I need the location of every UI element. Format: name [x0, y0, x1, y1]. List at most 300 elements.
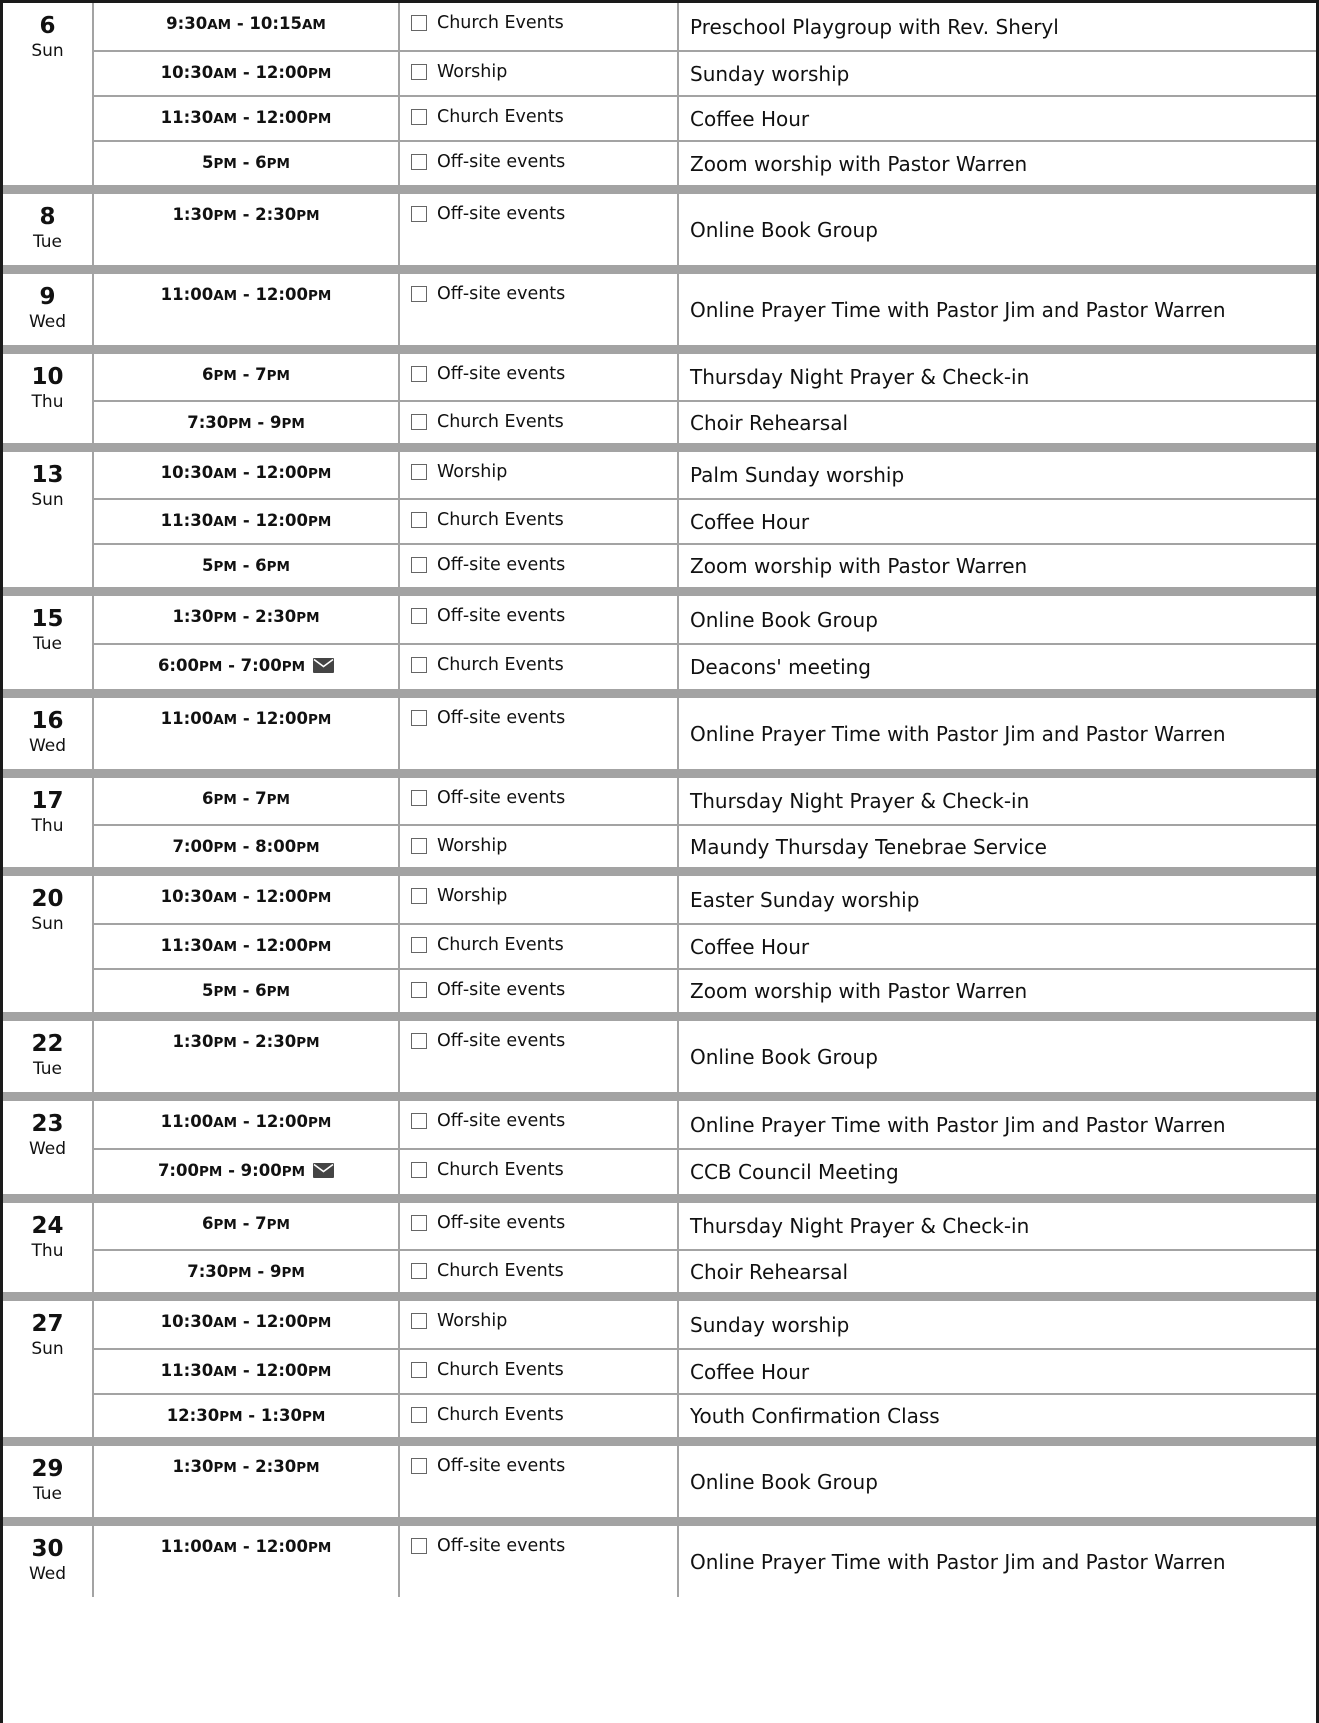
start-time: 1:30 — [172, 1032, 214, 1051]
day-group — [3, 1101, 1316, 1203]
start-period: PM — [213, 1035, 237, 1051]
time-separator: - — [237, 285, 256, 304]
end-time: 6 — [255, 153, 267, 172]
category-checkbox[interactable] — [411, 1538, 427, 1554]
day-of-week: Wed — [28, 312, 67, 332]
event-title[interactable]: CCB Council Meeting — [690, 1160, 899, 1184]
time-separator: - — [251, 413, 270, 432]
category-label: Church Events — [437, 1360, 564, 1380]
end-time: 10:15 — [249, 14, 302, 33]
event-time — [94, 698, 400, 769]
day-group — [3, 1301, 1316, 1446]
end-time: 8:00 — [255, 837, 297, 856]
end-period: PM — [307, 1115, 332, 1131]
event-category — [400, 1021, 679, 1092]
start-period: AM — [213, 939, 238, 955]
event-category — [400, 402, 679, 443]
date-cell — [3, 596, 94, 689]
day-group — [3, 1526, 1316, 1597]
events-list — [94, 596, 1316, 689]
event-title[interactable]: Palm Sunday worship — [690, 463, 905, 487]
event-title[interactable]: Online Prayer Time with Pastor Jim and Pastor Warren — [690, 297, 1226, 322]
date-cell — [3, 1203, 94, 1292]
category-checkbox[interactable] — [411, 608, 427, 624]
start-period: PM — [198, 1164, 223, 1180]
start-period: PM — [213, 156, 237, 172]
end-time: 7 — [255, 789, 267, 808]
date-number: 16 — [31, 708, 64, 734]
date-cell — [3, 1301, 94, 1437]
start-period: AM — [207, 17, 232, 33]
time-separator: - — [251, 1262, 270, 1281]
start-time: 10:30 — [160, 463, 214, 482]
category-label: Worship — [437, 1311, 508, 1331]
start-time: 10:30 — [160, 887, 214, 906]
event-title[interactable]: Maundy Thursday Tenebrae Service — [690, 834, 1047, 859]
day-group — [3, 876, 1316, 1021]
end-period: PM — [307, 712, 332, 728]
start-period: AM — [213, 1115, 238, 1131]
category-label: Off-site events — [437, 204, 566, 224]
event-category — [400, 698, 679, 769]
time-separator: - — [222, 656, 241, 675]
category-checkbox[interactable] — [411, 414, 427, 430]
category-checkbox[interactable] — [411, 1113, 427, 1129]
end-time: 1:30 — [260, 1406, 302, 1425]
time-separator: - — [236, 365, 256, 384]
time-separator: - — [236, 981, 256, 1000]
date-cell — [3, 778, 94, 867]
event-title[interactable]: Sunday worship — [690, 1312, 850, 1337]
category-checkbox[interactable] — [411, 1313, 427, 1329]
event-title[interactable]: Thursday Night Prayer & Check-in — [690, 1214, 1030, 1238]
events-list — [94, 1021, 1316, 1092]
event-title[interactable]: Online Prayer Time with Pastor Jim and Pastor Warren — [690, 1549, 1226, 1574]
date-number: 30 — [31, 1536, 64, 1562]
category-label: Worship — [437, 836, 508, 856]
event-title[interactable]: Online Book Group — [690, 1044, 878, 1069]
category-checkbox[interactable] — [411, 206, 427, 222]
start-period: PM — [213, 559, 237, 575]
category-label: Worship — [437, 462, 508, 482]
day-group — [3, 452, 1316, 596]
date-cell — [3, 1101, 94, 1194]
day-group — [3, 698, 1316, 778]
start-time: 11:30 — [160, 1361, 214, 1380]
time-separator: - — [236, 1457, 256, 1476]
category-checkbox[interactable] — [411, 64, 427, 80]
category-label: Off-site events — [437, 1031, 566, 1051]
end-time: 2:30 — [255, 1032, 297, 1051]
event-time — [94, 452, 400, 498]
start-period: PM — [213, 368, 237, 384]
time-separator: - — [237, 709, 256, 728]
end-time: 9 — [269, 413, 282, 432]
end-time: 12:00 — [255, 285, 308, 304]
start-period: PM — [213, 792, 237, 808]
event-title[interactable]: Youth Confirmation Class — [690, 1404, 940, 1428]
event-title[interactable]: Coffee Hour — [690, 509, 810, 534]
category-label: Church Events — [437, 655, 564, 675]
day-of-week: Thu — [31, 816, 64, 836]
time-separator: - — [237, 887, 256, 906]
events-list — [94, 1446, 1316, 1517]
date-number: 17 — [31, 788, 64, 814]
time-separator: - — [236, 556, 256, 575]
start-time: 11:30 — [160, 108, 214, 127]
category-checkbox[interactable] — [411, 838, 427, 854]
event-row — [94, 923, 1316, 968]
event-category — [400, 545, 679, 587]
date-cell — [3, 194, 94, 265]
end-time: 12:00 — [255, 463, 308, 482]
time-separator: - — [236, 1214, 256, 1233]
category-checkbox[interactable] — [411, 15, 427, 31]
event-row — [94, 596, 1316, 643]
event-category — [400, 925, 679, 968]
end-period: PM — [307, 890, 332, 906]
event-time — [94, 826, 400, 867]
event-title[interactable]: Deacons' meeting — [690, 655, 872, 679]
event-row — [94, 778, 1316, 824]
events-list — [94, 274, 1316, 345]
event-row — [94, 1021, 1316, 1092]
end-time: 12:00 — [255, 1537, 308, 1556]
category-checkbox[interactable] — [411, 710, 427, 726]
end-period: PM — [266, 1217, 290, 1233]
start-time: 11:30 — [160, 511, 214, 530]
category-checkbox[interactable] — [411, 937, 427, 953]
event-row — [94, 876, 1316, 923]
start-time: 12:30 — [166, 1406, 220, 1425]
event-category — [400, 1526, 679, 1597]
start-period: AM — [213, 111, 238, 127]
start-time: 7:00 — [157, 1161, 199, 1180]
event-row — [94, 498, 1316, 543]
category-checkbox[interactable] — [411, 790, 427, 806]
event-row — [94, 824, 1316, 867]
event-time — [94, 142, 400, 185]
date-number: 8 — [39, 204, 56, 230]
start-period: PM — [213, 1460, 237, 1476]
category-label: Off-site events — [437, 364, 566, 384]
category-label: Off-site events — [437, 1213, 566, 1233]
end-period: PM — [281, 416, 305, 432]
category-checkbox[interactable] — [411, 366, 427, 382]
event-category — [400, 500, 679, 543]
time-separator: - — [237, 511, 256, 530]
start-period: AM — [213, 514, 238, 530]
event-title[interactable]: Thursday Night Prayer & Check-in — [690, 365, 1030, 389]
category-checkbox[interactable] — [411, 1362, 427, 1378]
start-time: 11:00 — [160, 709, 214, 728]
category-checkbox[interactable] — [411, 557, 427, 573]
end-period: PM — [296, 1035, 320, 1051]
events-list — [94, 1203, 1316, 1292]
event-title[interactable]: Choir Rehearsal — [690, 1259, 849, 1284]
event-category — [400, 1446, 679, 1517]
event-title[interactable]: Zoom worship with Pastor Warren — [690, 151, 1028, 176]
event-time — [94, 1446, 400, 1517]
end-period: PM — [307, 66, 332, 82]
end-period: AM — [301, 17, 326, 33]
category-label: Off-site events — [437, 606, 566, 626]
start-period: PM — [213, 984, 237, 1000]
event-title[interactable]: Coffee Hour — [690, 106, 810, 131]
end-time: 12:00 — [255, 936, 308, 955]
event-row — [94, 1526, 1316, 1597]
time-separator: - — [237, 1361, 256, 1380]
category-checkbox[interactable] — [411, 1162, 427, 1178]
start-time: 5 — [202, 981, 214, 1000]
category-checkbox[interactable] — [411, 982, 427, 998]
category-label: Off-site events — [437, 708, 566, 728]
end-time: 7:00 — [240, 656, 282, 675]
event-title[interactable]: Thursday Night Prayer & Check-in — [690, 789, 1030, 813]
end-period: PM — [307, 1315, 332, 1331]
end-time: 12:00 — [255, 709, 308, 728]
event-row — [94, 643, 1316, 689]
event-title[interactable]: Coffee Hour — [690, 1359, 810, 1384]
date-cell — [3, 876, 94, 1012]
event-time — [94, 97, 400, 140]
category-checkbox[interactable] — [411, 109, 427, 125]
date-cell — [3, 698, 94, 769]
day-group — [3, 0, 1316, 194]
start-period: PM — [213, 840, 237, 856]
end-period: PM — [296, 1460, 320, 1476]
event-time — [94, 52, 400, 95]
event-category — [400, 1150, 679, 1194]
event-row — [94, 50, 1316, 95]
start-time: 7:30 — [187, 413, 229, 432]
category-label: Off-site events — [437, 1111, 566, 1131]
event-time — [94, 1203, 400, 1249]
end-period: PM — [266, 559, 290, 575]
event-row — [94, 1348, 1316, 1393]
event-time — [94, 778, 400, 824]
event-row — [94, 1101, 1316, 1148]
date-number: 9 — [39, 284, 56, 310]
event-time — [94, 1526, 400, 1597]
end-period: PM — [296, 208, 320, 224]
event-time — [94, 596, 400, 643]
start-period: PM — [213, 1217, 237, 1233]
category-checkbox[interactable] — [411, 657, 427, 673]
category-checkbox[interactable] — [411, 512, 427, 528]
end-time: 2:30 — [255, 1457, 297, 1476]
event-title[interactable]: Sunday worship — [690, 61, 850, 86]
category-label: Church Events — [437, 1160, 564, 1180]
end-period: PM — [307, 1540, 332, 1556]
event-row — [94, 1148, 1316, 1194]
event-title[interactable]: Choir Rehearsal — [690, 410, 849, 435]
event-row — [94, 274, 1316, 345]
day-of-week: Sun — [31, 914, 64, 934]
end-time: 7 — [255, 365, 267, 384]
category-checkbox[interactable] — [411, 154, 427, 170]
time-separator: - — [236, 205, 256, 224]
event-category — [400, 354, 679, 400]
event-row — [94, 140, 1316, 185]
category-label: Church Events — [437, 412, 564, 432]
event-time — [94, 1150, 400, 1194]
category-label: Off-site events — [437, 555, 566, 575]
event-title[interactable]: Online Book Group — [690, 217, 878, 242]
event-title[interactable]: Zoom worship with Pastor Warren — [690, 554, 1028, 578]
end-time: 12:00 — [255, 887, 308, 906]
event-row — [94, 1203, 1316, 1249]
event-row — [94, 1301, 1316, 1348]
event-time — [94, 1251, 400, 1292]
event-category — [400, 1101, 679, 1148]
start-period: PM — [198, 659, 223, 675]
envelope-icon[interactable] — [313, 658, 334, 673]
event-title[interactable]: Preschool Playgroup with Rev. Sheryl — [690, 14, 1059, 39]
end-period: PM — [281, 1265, 305, 1281]
day-of-week: Tue — [32, 1484, 63, 1504]
event-row — [94, 1249, 1316, 1292]
events-list — [94, 354, 1316, 443]
day-group — [3, 274, 1316, 354]
date-cell — [3, 274, 94, 345]
start-period: AM — [213, 1540, 238, 1556]
category-checkbox[interactable] — [411, 1458, 427, 1474]
event-title[interactable]: Coffee Hour — [690, 934, 810, 959]
category-checkbox[interactable] — [411, 286, 427, 302]
events-list — [94, 1301, 1316, 1437]
event-time — [94, 3, 400, 50]
end-time: 2:30 — [255, 607, 297, 626]
event-title[interactable]: Online Book Group — [690, 607, 878, 632]
start-time: 6 — [202, 1214, 214, 1233]
category-checkbox[interactable] — [411, 1407, 427, 1423]
date-number: 15 — [31, 606, 64, 632]
start-period: AM — [213, 1364, 238, 1380]
event-row — [94, 543, 1316, 587]
envelope-icon[interactable] — [313, 1163, 334, 1178]
event-time — [94, 645, 400, 689]
end-time: 12:00 — [255, 1361, 308, 1380]
event-time — [94, 970, 400, 1012]
events-list — [94, 194, 1316, 265]
start-period: PM — [228, 1265, 252, 1281]
event-category — [400, 1251, 679, 1292]
event-category — [400, 1203, 679, 1249]
start-time: 1:30 — [172, 205, 214, 224]
end-time: 12:00 — [255, 1312, 308, 1331]
day-of-week: Sun — [31, 1339, 64, 1359]
time-separator: - — [237, 108, 256, 127]
time-separator: - — [237, 1112, 256, 1131]
category-checkbox[interactable] — [411, 1263, 427, 1279]
event-category — [400, 1350, 679, 1393]
event-category — [400, 274, 679, 345]
day-of-week: Thu — [31, 1241, 64, 1261]
date-cell — [3, 1446, 94, 1517]
event-category — [400, 826, 679, 867]
category-checkbox[interactable] — [411, 888, 427, 904]
day-of-week: Wed — [28, 736, 67, 756]
start-time: 1:30 — [172, 607, 214, 626]
day-of-week: Wed — [28, 1139, 67, 1159]
event-category — [400, 596, 679, 643]
end-time: 12:00 — [255, 63, 308, 82]
end-time: 6 — [255, 556, 267, 575]
event-row — [94, 95, 1316, 140]
category-checkbox[interactable] — [411, 1033, 427, 1049]
time-separator: - — [236, 153, 256, 172]
event-category — [400, 142, 679, 185]
category-checkbox[interactable] — [411, 464, 427, 480]
time-separator: - — [236, 789, 256, 808]
end-time: 12:00 — [255, 511, 308, 530]
event-category — [400, 452, 679, 498]
event-title[interactable]: Zoom worship with Pastor Warren — [690, 979, 1028, 1003]
end-time: 6 — [255, 981, 267, 1000]
event-category — [400, 645, 679, 689]
time-separator: - — [237, 1537, 256, 1556]
event-row — [94, 452, 1316, 498]
event-title[interactable]: Online Book Group — [690, 1469, 878, 1494]
start-time: 10:30 — [160, 1312, 214, 1331]
event-title[interactable]: Easter Sunday worship — [690, 887, 920, 912]
time-separator: - — [237, 63, 256, 82]
date-cell — [3, 452, 94, 587]
day-group — [3, 354, 1316, 452]
day-group — [3, 596, 1316, 698]
event-time — [94, 354, 400, 400]
category-label: Church Events — [437, 1261, 564, 1281]
end-period: PM — [296, 610, 320, 626]
start-period: PM — [219, 1409, 243, 1425]
start-period: PM — [213, 208, 237, 224]
events-list — [94, 1101, 1316, 1194]
end-time: 9 — [269, 1262, 282, 1281]
start-time: 11:00 — [160, 1537, 214, 1556]
event-row — [94, 968, 1316, 1012]
start-time: 5 — [202, 153, 214, 172]
start-period: AM — [213, 712, 238, 728]
category-label: Off-site events — [437, 152, 566, 172]
event-category — [400, 1395, 679, 1437]
time-separator: - — [237, 1312, 256, 1331]
date-number: 20 — [31, 886, 64, 912]
end-period: PM — [266, 792, 290, 808]
events-list — [94, 876, 1316, 1012]
end-period: PM — [307, 288, 332, 304]
day-group — [3, 778, 1316, 876]
start-time: 7:30 — [187, 1262, 229, 1281]
date-cell — [3, 354, 94, 443]
event-title[interactable]: Online Prayer Time with Pastor Jim and Pastor Warren — [690, 721, 1226, 746]
end-period: PM — [281, 1164, 306, 1180]
category-label: Church Events — [437, 107, 564, 127]
end-period: PM — [296, 840, 320, 856]
category-label: Off-site events — [437, 1536, 566, 1556]
day-of-week: Sun — [31, 41, 64, 61]
category-label: Church Events — [437, 510, 564, 530]
category-label: Off-site events — [437, 788, 566, 808]
event-title[interactable]: Online Prayer Time with Pastor Jim and Pastor Warren — [690, 1112, 1226, 1137]
start-period: PM — [213, 610, 237, 626]
events-list — [94, 778, 1316, 867]
start-period: AM — [213, 466, 238, 482]
category-checkbox[interactable] — [411, 1215, 427, 1231]
category-label: Church Events — [437, 1405, 564, 1425]
time-separator: - — [236, 837, 256, 856]
date-number: 10 — [31, 364, 64, 390]
